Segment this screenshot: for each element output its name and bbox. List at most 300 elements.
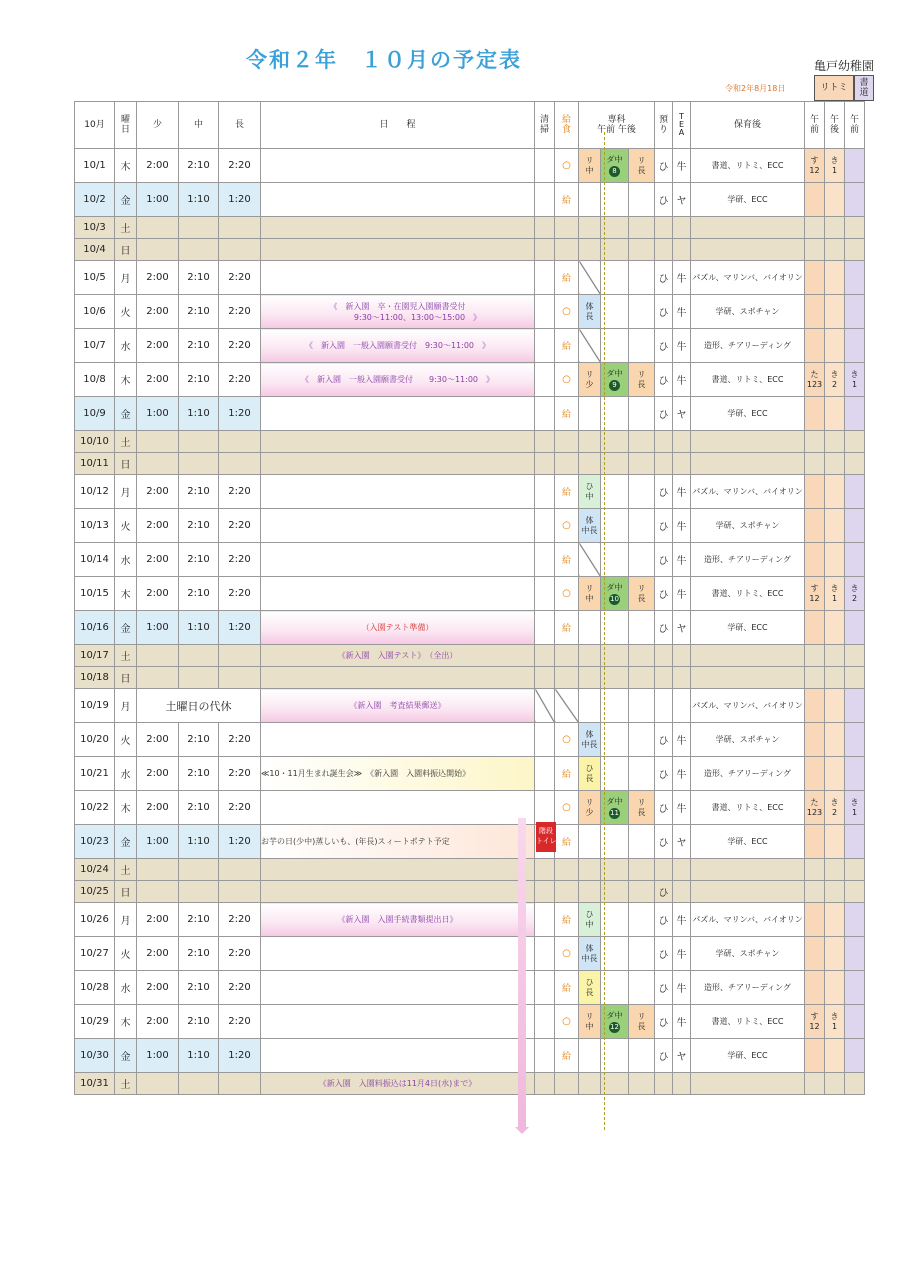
- specialty-am-label: リ 中: [585, 583, 594, 603]
- azukari-cell: ひ: [655, 903, 673, 937]
- lunch-cell: [555, 509, 579, 543]
- col-schedule: 日 程: [261, 102, 535, 149]
- rt-am-cell: [805, 239, 825, 261]
- lunch-circle-icon: ○: [562, 160, 571, 171]
- col-month: 10月: [75, 102, 115, 149]
- specialty-am-cell: [579, 149, 601, 183]
- lunch-cell: [555, 667, 579, 689]
- time-long-cell: 1:20: [219, 183, 261, 217]
- sho-am-cell: [845, 689, 865, 723]
- specialty-pm-cell: [629, 859, 655, 881]
- specialty-pm-cell: [629, 1073, 655, 1095]
- event-cell: [261, 239, 535, 261]
- time-middle-cell: 1:10: [179, 611, 219, 645]
- weekday-cell: 火: [115, 723, 137, 757]
- weekday-cell: 木: [115, 1005, 137, 1039]
- cleaning-cell: [535, 543, 555, 577]
- azukari-cell: ひ: [655, 295, 673, 329]
- sho-am-cell: [845, 239, 865, 261]
- time-middle-cell: 2:10: [179, 577, 219, 611]
- specialty-pm-cell: [629, 363, 655, 397]
- specialty-pm-label: リ 長: [637, 369, 646, 389]
- lunch-circle-icon: ○: [562, 802, 571, 813]
- event-text: 《新入園 入園手続書類提出日》: [337, 915, 458, 924]
- lunch-cell: [555, 397, 579, 431]
- rt-pm-cell: [825, 453, 845, 475]
- time-middle-cell: 2:10: [179, 791, 219, 825]
- event-text: 《新入園 入園テスト》 （全出）: [337, 651, 458, 660]
- specialty-pm-cell: [629, 611, 655, 645]
- schedule-row: [75, 1005, 865, 1039]
- lunch-label: 給: [561, 488, 571, 498]
- tea-cell: ヤ: [673, 611, 691, 645]
- time-small-cell: [137, 667, 179, 689]
- time-middle-cell: [179, 453, 219, 475]
- schedule-row: [75, 611, 865, 645]
- time-small-cell: 2:00: [137, 577, 179, 611]
- weekday-cell: 火: [115, 509, 137, 543]
- lunch-cell: [555, 757, 579, 791]
- time-small-cell: 2:00: [137, 1005, 179, 1039]
- specialty-am-label: ひ 長: [585, 977, 594, 997]
- time-long-cell: 2:20: [219, 329, 261, 363]
- after-care-cell: 造形、チアリーディング: [691, 971, 805, 1005]
- specialty-am-cell: [579, 1039, 601, 1073]
- tea-cell: [673, 689, 691, 723]
- rt-pm-cell: [825, 791, 845, 825]
- specialty-am-cell: [579, 1073, 601, 1095]
- date-cell: 10/5: [75, 261, 115, 295]
- event-cell: [261, 431, 535, 453]
- lunch-label: 給: [561, 770, 571, 780]
- col-weekday: 曜 日: [115, 102, 137, 149]
- cleaning-cell: [535, 295, 555, 329]
- lunch-cell: [555, 859, 579, 881]
- azukari-cell: ひ: [655, 329, 673, 363]
- azukari-cell: [655, 239, 673, 261]
- event-text: 《 新入園 一般入園願書受付 9:30～11:00 》: [300, 375, 495, 384]
- substitute-holiday-cell: 土曜日の代休: [137, 689, 261, 723]
- lunch-cell: [555, 791, 579, 825]
- after-care-cell: [691, 217, 805, 239]
- specialty-am-label: ひ 中: [585, 909, 594, 929]
- specialty-am-cell: [579, 881, 601, 903]
- schedule-row: [75, 937, 865, 971]
- weekday-cell: 水: [115, 757, 137, 791]
- tea-cell: 牛: [673, 543, 691, 577]
- time-small-cell: 2:00: [137, 475, 179, 509]
- event-cell: [261, 859, 535, 881]
- event-cell: [261, 509, 535, 543]
- cleaning-cell: [535, 791, 555, 825]
- schedule-row: [75, 475, 865, 509]
- sho-am-cell: [845, 543, 865, 577]
- time-middle-cell: 1:10: [179, 183, 219, 217]
- time-long-cell: 2:20: [219, 723, 261, 757]
- rt-pm-cell: [825, 363, 845, 397]
- rt-pm-cell: [825, 509, 845, 543]
- rt-pm-cell: [825, 475, 845, 509]
- cleaning-cell: [535, 261, 555, 295]
- specialty-am-cell: [579, 971, 601, 1005]
- cleaning-cell: [535, 217, 555, 239]
- lunch-cell: [555, 329, 579, 363]
- azukari-cell: ひ: [655, 611, 673, 645]
- specialty-pm-cell: [629, 689, 655, 723]
- sho-am-cell: [845, 577, 865, 611]
- rt-am-cell: [805, 397, 825, 431]
- sho-am-cell: [845, 791, 865, 825]
- lesson-group-label: す 12: [809, 1011, 820, 1031]
- tea-cell: ヤ: [673, 825, 691, 859]
- lunch-label: 給: [561, 274, 571, 284]
- specialty-am-label: 体 中長: [581, 729, 598, 749]
- weekday-cell: 木: [115, 363, 137, 397]
- after-care-cell: 学研、ECC: [691, 183, 805, 217]
- tea-cell: ヤ: [673, 397, 691, 431]
- time-long-cell: [219, 239, 261, 261]
- specialty-am-label: ひ 長: [585, 763, 594, 783]
- event-cell: [261, 881, 535, 903]
- time-long-cell: 2:20: [219, 363, 261, 397]
- event-text: 《新入園 入園料振込は11月4日(水)まで》: [318, 1079, 477, 1088]
- specialty-pm-cell: [629, 645, 655, 667]
- time-small-cell: 2:00: [137, 149, 179, 183]
- rt-am-cell: [805, 971, 825, 1005]
- rt-pm-cell: [825, 903, 845, 937]
- schedule-row: [75, 329, 865, 363]
- time-small-cell: 2:00: [137, 723, 179, 757]
- schedule-row: [75, 903, 865, 937]
- lunch-label: 給: [561, 196, 571, 206]
- dance-label: ダ中: [606, 154, 623, 164]
- after-care-cell: 学研、スポチャン: [691, 509, 805, 543]
- sho-am-cell: [845, 397, 865, 431]
- specialty-am-cell: [579, 363, 601, 397]
- rythmic-header: リトミ: [814, 75, 854, 101]
- specialty-pm-cell: [629, 825, 655, 859]
- rt-am-cell: [805, 667, 825, 689]
- rt-am-cell: [805, 1005, 825, 1039]
- date-cell: 10/17: [75, 645, 115, 667]
- sho-am-cell: [845, 881, 865, 903]
- cleaning-cell: [535, 453, 555, 475]
- tea-cell: [673, 645, 691, 667]
- cleaning-cell: [535, 1073, 555, 1095]
- date-cell: 10/3: [75, 217, 115, 239]
- lesson-group-label: き 1: [850, 797, 859, 817]
- event-cell: [261, 295, 535, 329]
- time-middle-cell: 2:10: [179, 543, 219, 577]
- rt-pm-cell: [825, 543, 845, 577]
- schedule-row: [75, 881, 865, 903]
- specialty-am-cell: [579, 509, 601, 543]
- schedule-row: [75, 183, 865, 217]
- event-cell: [261, 217, 535, 239]
- sho-am-cell: [845, 329, 865, 363]
- after-care-cell: 学研、ECC: [691, 611, 805, 645]
- time-middle-cell: 2:10: [179, 971, 219, 1005]
- azukari-cell: ひ: [655, 183, 673, 217]
- sho-am-cell: [845, 971, 865, 1005]
- rt-pm-cell: [825, 261, 845, 295]
- time-small-cell: 1:00: [137, 1039, 179, 1073]
- after-care-cell: 書道、リトミ、ECC: [691, 791, 805, 825]
- sho-am-cell: [845, 1039, 865, 1073]
- azukari-cell: ひ: [655, 937, 673, 971]
- lunch-cell: [555, 1005, 579, 1039]
- lunch-cell: [555, 239, 579, 261]
- azukari-cell: ひ: [655, 261, 673, 295]
- lesson-number-badge: 10: [610, 594, 619, 603]
- sho-am-cell: [845, 509, 865, 543]
- specialty-am-cell: [579, 791, 601, 825]
- specialty-pm-cell: [629, 971, 655, 1005]
- tea-cell: [673, 453, 691, 475]
- date-cell: 10/24: [75, 859, 115, 881]
- azukari-cell: [655, 859, 673, 881]
- cleaning-cell: [535, 757, 555, 791]
- schedule-row: [75, 667, 865, 689]
- tea-cell: [673, 1073, 691, 1095]
- time-middle-cell: 2:10: [179, 475, 219, 509]
- date-cell: 10/8: [75, 363, 115, 397]
- schedule-row: [75, 543, 865, 577]
- time-long-cell: 2:20: [219, 757, 261, 791]
- event-cell: [261, 645, 535, 667]
- azukari-cell: ひ: [655, 723, 673, 757]
- sho-am-cell: [845, 295, 865, 329]
- specialty-pm-cell: [629, 397, 655, 431]
- rt-pm-cell: [825, 881, 845, 903]
- rt-am-cell: [805, 453, 825, 475]
- rt-am-cell: [805, 183, 825, 217]
- specialty-pm-cell: [629, 937, 655, 971]
- rt-pm-cell: [825, 295, 845, 329]
- time-small-cell: 1:00: [137, 397, 179, 431]
- date-cell: 10/28: [75, 971, 115, 1005]
- lunch-cell: [555, 543, 579, 577]
- after-care-cell: 書道、リトミ、ECC: [691, 363, 805, 397]
- event-text: ≪10・11月生まれ誕生会≫ 《新入園 入園料振込開始》: [261, 769, 471, 778]
- rt-pm-cell: [825, 217, 845, 239]
- dance-label: ダ中: [606, 796, 623, 806]
- time-middle-cell: 2:10: [179, 937, 219, 971]
- weekday-cell: 月: [115, 689, 137, 723]
- time-middle-cell: [179, 881, 219, 903]
- lesson-group-label: た 123: [806, 797, 823, 817]
- tea-cell: 牛: [673, 261, 691, 295]
- lesson-group-label: き 2: [830, 797, 839, 817]
- date-cell: 10/29: [75, 1005, 115, 1039]
- after-care-cell: パズル、マリンバ、バイオリン: [691, 261, 805, 295]
- lunch-cell: [555, 1039, 579, 1073]
- col-azukari: 預 り: [655, 102, 673, 149]
- lunch-circle-icon: ○: [562, 520, 571, 531]
- schedule-row: [75, 689, 865, 723]
- weekday-cell: 日: [115, 239, 137, 261]
- lesson-group-label: き 1: [830, 155, 839, 175]
- time-small-cell: 2:00: [137, 791, 179, 825]
- stairs-toilet-note: 階段 トイレ: [536, 822, 556, 852]
- time-long-cell: 2:20: [219, 149, 261, 183]
- specialty-pm-cell: [629, 217, 655, 239]
- specialty-pm-cell: [629, 723, 655, 757]
- azukari-cell: [655, 217, 673, 239]
- lunch-cell: [555, 183, 579, 217]
- time-long-cell: [219, 453, 261, 475]
- col-specialty: 専科 午前 午後: [579, 102, 655, 149]
- date-cell: 10/19: [75, 689, 115, 723]
- time-long-cell: [219, 217, 261, 239]
- tea-cell: ヤ: [673, 1039, 691, 1073]
- cleaning-cell: [535, 859, 555, 881]
- event-text: 《 新入園 卒・在園児入園願書受付 9:30～11:00、13:00～15:00 》: [329, 301, 482, 322]
- specialty-pm-cell: [629, 509, 655, 543]
- date-cell: 10/15: [75, 577, 115, 611]
- lunch-cell: [555, 217, 579, 239]
- after-care-cell: パズル、マリンバ、バイオリン: [691, 475, 805, 509]
- time-middle-cell: 2:10: [179, 903, 219, 937]
- after-care-cell: [691, 881, 805, 903]
- specialty-pm-cell: [629, 183, 655, 217]
- cleaning-cell: [535, 723, 555, 757]
- azukari-cell: ひ: [655, 881, 673, 903]
- time-small-cell: 2:00: [137, 509, 179, 543]
- tea-cell: 牛: [673, 903, 691, 937]
- time-small-cell: [137, 881, 179, 903]
- weekday-cell: 土: [115, 1073, 137, 1095]
- time-small-cell: 1:00: [137, 825, 179, 859]
- azukari-cell: ひ: [655, 363, 673, 397]
- weekday-cell: 金: [115, 397, 137, 431]
- col-long: 長: [219, 102, 261, 149]
- date-cell: 10/9: [75, 397, 115, 431]
- rt-pm-cell: [825, 1005, 845, 1039]
- time-middle-cell: [179, 667, 219, 689]
- lunch-circle-icon: ○: [562, 734, 571, 745]
- lesson-number-badge: 8: [609, 166, 620, 177]
- date-cell: 10/20: [75, 723, 115, 757]
- time-long-cell: [219, 431, 261, 453]
- dance-label: ダ中: [606, 582, 623, 592]
- time-middle-cell: 1:10: [179, 397, 219, 431]
- tea-cell: 牛: [673, 577, 691, 611]
- col-after-care: 保育後: [691, 102, 805, 149]
- after-care-cell: 書道、リトミ、ECC: [691, 577, 805, 611]
- lunch-cell: [555, 689, 579, 723]
- lunch-label: 給: [561, 342, 571, 352]
- col-cleaning: 清 掃: [535, 102, 555, 149]
- weekday-cell: 木: [115, 149, 137, 183]
- rt-pm-cell: [825, 397, 845, 431]
- col-rt-am: 午 前: [805, 102, 825, 149]
- rt-pm-cell: [825, 859, 845, 881]
- cleaning-cell: [535, 903, 555, 937]
- rt-am-cell: [805, 509, 825, 543]
- rt-pm-cell: [825, 149, 845, 183]
- time-middle-cell: 2:10: [179, 261, 219, 295]
- specialty-pm-cell: [629, 577, 655, 611]
- rt-am-cell: [805, 937, 825, 971]
- specialty-am-cell: [579, 329, 601, 363]
- time-long-cell: 2:20: [219, 475, 261, 509]
- cleaning-cell: [535, 971, 555, 1005]
- sho-am-cell: [845, 1073, 865, 1095]
- tea-cell: [673, 881, 691, 903]
- tea-cell: 牛: [673, 723, 691, 757]
- specialty-am-cell: [579, 475, 601, 509]
- date-cell: 10/27: [75, 937, 115, 971]
- azukari-cell: ひ: [655, 825, 673, 859]
- sho-am-cell: [845, 645, 865, 667]
- rt-am-cell: [805, 543, 825, 577]
- time-middle-cell: 2:10: [179, 329, 219, 363]
- time-middle-cell: [179, 239, 219, 261]
- event-cell: [261, 791, 535, 825]
- lunch-cell: [555, 453, 579, 475]
- after-care-cell: 学研、スポチャン: [691, 295, 805, 329]
- after-care-cell: [691, 645, 805, 667]
- time-middle-cell: 2:10: [179, 363, 219, 397]
- event-cell: [261, 397, 535, 431]
- event-cell: [261, 825, 535, 859]
- specialty-am-cell: [579, 239, 601, 261]
- cleaning-cell: [535, 1039, 555, 1073]
- sho-am-cell: [845, 723, 865, 757]
- time-long-cell: 2:20: [219, 791, 261, 825]
- event-cell: [261, 903, 535, 937]
- time-long-cell: 2:20: [219, 937, 261, 971]
- lesson-group-label: す 12: [809, 583, 820, 603]
- weekday-cell: 日: [115, 881, 137, 903]
- col-middle: 中: [179, 102, 219, 149]
- rt-pm-cell: [825, 1073, 845, 1095]
- sho-am-cell: [845, 475, 865, 509]
- after-care-cell: 書道、リトミ、ECC: [691, 149, 805, 183]
- specialty-am-cell: [579, 183, 601, 217]
- event-cell: [261, 1039, 535, 1073]
- tea-cell: 牛: [673, 363, 691, 397]
- specialty-pm-cell: [629, 329, 655, 363]
- specialty-am-cell: [579, 217, 601, 239]
- specialty-am-cell: [579, 859, 601, 881]
- time-long-cell: 2:20: [219, 261, 261, 295]
- schedule-row: [75, 217, 865, 239]
- lunch-circle-icon: ○: [562, 306, 571, 317]
- rt-am-cell: [805, 611, 825, 645]
- time-middle-cell: 2:10: [179, 295, 219, 329]
- time-middle-cell: [179, 1073, 219, 1095]
- specialty-am-cell: [579, 937, 601, 971]
- date-cell: 10/7: [75, 329, 115, 363]
- date-cell: 10/10: [75, 431, 115, 453]
- rt-am-cell: [805, 723, 825, 757]
- specialty-pm-cell: [629, 453, 655, 475]
- time-middle-cell: 2:10: [179, 723, 219, 757]
- time-long-cell: 1:20: [219, 1039, 261, 1073]
- lesson-group-label: き 2: [850, 583, 859, 603]
- event-cell: [261, 261, 535, 295]
- rt-am-cell: [805, 903, 825, 937]
- after-care-cell: 学研、ECC: [691, 397, 805, 431]
- after-care-cell: [691, 1073, 805, 1095]
- azukari-cell: [655, 453, 673, 475]
- date-cell: 10/23: [75, 825, 115, 859]
- date-cell: 10/11: [75, 453, 115, 475]
- col-sho-am: 午 前: [845, 102, 865, 149]
- date-cell: 10/18: [75, 667, 115, 689]
